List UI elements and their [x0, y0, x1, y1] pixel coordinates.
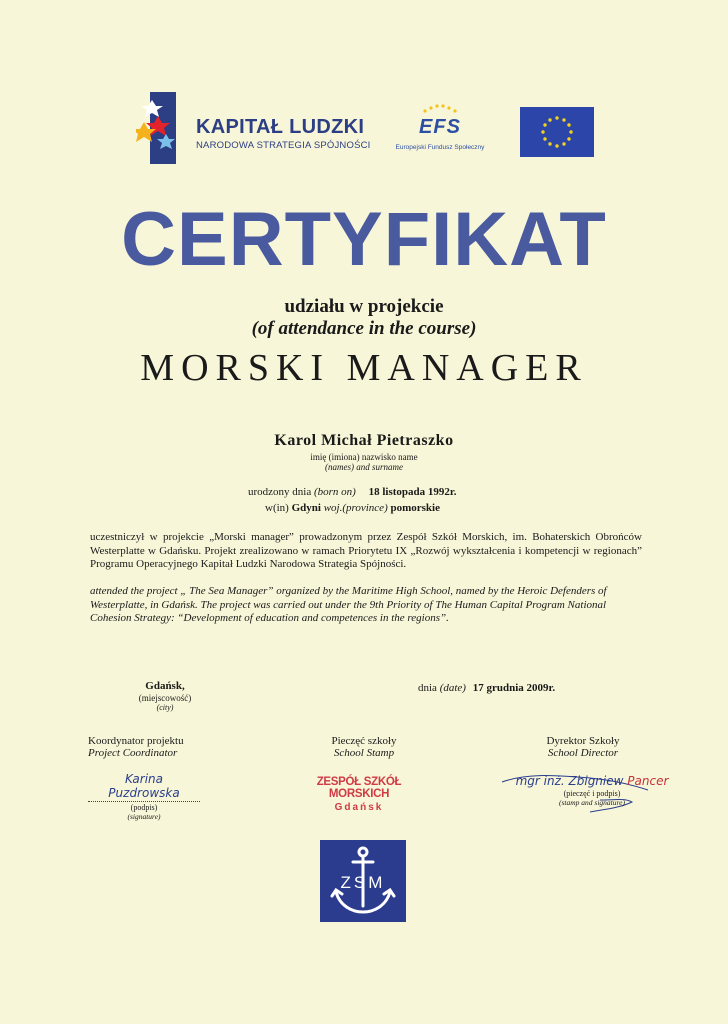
- stamp-heading: [326, 735, 402, 759]
- coordinator-label-english: Project Coordinator: [88, 747, 178, 759]
- efs-logo: [392, 104, 488, 156]
- zsm-school-logo: [320, 840, 406, 922]
- birth-date-line: [248, 486, 457, 498]
- director-signature-block: [508, 774, 676, 807]
- kapital-ludzki-emblem-icon: [136, 92, 180, 164]
- director-signature-surname: Pancer: [627, 774, 669, 788]
- certificate-title: CERTYFIKAT: [121, 197, 607, 282]
- coordinator-heading: [88, 735, 184, 759]
- school-stamp: [294, 776, 424, 813]
- efs-mark: EFS: [419, 116, 461, 138]
- city-caption-english: (city): [156, 703, 174, 712]
- coordinator-signature-block: [88, 772, 200, 821]
- body-text-polish: uczestniczył w projekcie „Morski manager” prowadzonym przez Zespół Szkół Morskich, im. Bohaterskich Obrońców Westerplatte w Gdańsku. Projekt zrealizowano w ramach Priorytetu IX „Rozwój wykształcenia i kompetencji w regionach” Programu Operacyjnego Kapitał Ludzki Narodowa Strategia Spójności.: [90, 531, 642, 570]
- kapital-ludzki-subtitle: NARODOWA STRATEGIA SPÓJNOŚCI: [196, 140, 371, 151]
- date-label-english: (date): [439, 682, 466, 694]
- eu-flag-icon: [520, 107, 594, 157]
- stamp-line-2: Gdańsk: [334, 802, 384, 813]
- coordinator-label-polish: Koordynator projektu: [88, 735, 184, 747]
- director-caption-english: (stamp and signature): [559, 798, 625, 807]
- issue-city-block: [120, 680, 210, 712]
- city-caption-polish: (miejscowość): [138, 693, 192, 703]
- body-text-english: attended the project „ The Sea Manager” organized by the Maritime High School, named by the Heroic Defenders of Westerplatte, in Gdańsk. The project was carried out under the 9th Priority of The Human Capital Program National Cohesion Strategy: “Development of education and competences in the regions”.: [90, 585, 607, 624]
- place-prefix: w(in): [265, 502, 289, 514]
- birth-date: 18 listopada 1992r.: [368, 486, 457, 498]
- kapital-ludzki-logo: [136, 92, 376, 164]
- born-label-english: (born on): [313, 486, 356, 498]
- recipient-name: Karol Michał Pietraszko: [274, 432, 454, 449]
- stamp-label-polish: Pieczęć szkoły: [331, 735, 397, 747]
- born-label: urodzony dnia: [248, 486, 312, 498]
- director-caption-polish: (pieczęć i podpis): [563, 789, 621, 798]
- director-signature-name: mgr inż. Zbigniew: [515, 774, 624, 788]
- efs-subtitle: Europejski Fundusz Społeczny: [395, 144, 485, 151]
- subtitle-polish: udziału w projekcie: [284, 296, 444, 317]
- issue-city: Gdańsk,: [145, 680, 185, 692]
- stamp-line-1: ZESPÓŁ SZKÓŁ MORSKICH: [316, 776, 402, 800]
- issue-date-line: [418, 682, 555, 694]
- issue-date: 17 grudnia 2009r.: [472, 682, 556, 694]
- zsm-logo-text: ZSM: [340, 873, 386, 892]
- project-name: MORSKI MANAGER: [140, 347, 588, 389]
- director-signature: [508, 774, 676, 788]
- subtitle-english: (of attendance in the course): [251, 318, 477, 339]
- name-caption-english: (names) and surname: [325, 462, 403, 472]
- stamp-label-english: School Stamp: [333, 747, 395, 759]
- coordinator-signature-caption-polish: (podpis): [130, 803, 158, 812]
- director-label-english: School Director: [547, 747, 619, 759]
- date-label: dnia: [418, 682, 437, 694]
- coordinator-signature-caption-english: (signature): [127, 812, 161, 821]
- director-heading: [540, 735, 626, 759]
- director-label-polish: Dyrektor Szkoły: [546, 735, 620, 747]
- kapital-ludzki-title: KAPITAŁ LUDZKI: [196, 116, 365, 138]
- birth-city: Gdyni: [291, 502, 321, 514]
- efs-stars-icon: [422, 104, 458, 114]
- name-caption-polish: imię (imiona) nazwisko name: [310, 452, 418, 462]
- coordinator-signature: Karina Puzdrowska: [88, 772, 200, 802]
- birth-place-line: [265, 502, 440, 514]
- province: pomorskie: [390, 502, 440, 514]
- province-label: woj.(province): [323, 502, 388, 514]
